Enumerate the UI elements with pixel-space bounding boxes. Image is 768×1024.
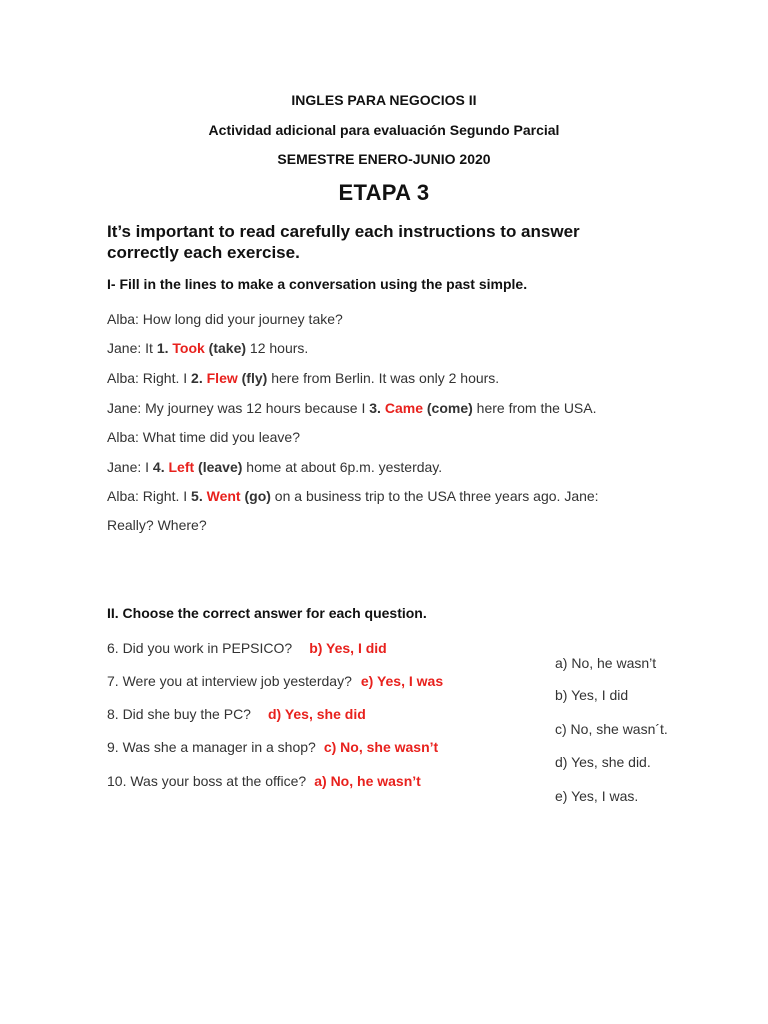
item-number: 4. (152, 459, 169, 475)
question-6 (107, 640, 387, 656)
option-b: b) Yes, I did (555, 687, 629, 703)
question-text: 8. Did she buy the PC? (107, 706, 251, 722)
dialogue-line-7 (107, 488, 599, 504)
dialogue-text: Jane: My journey was 12 hours because I (107, 400, 370, 416)
question-7 (107, 673, 443, 689)
question-text: 9. Was she a manager in a shop? (107, 739, 316, 755)
verb-hint: (leave) (194, 459, 243, 475)
question-answer: d) Yes, she did (267, 706, 366, 722)
question-answer: c) No, she wasn’t (323, 739, 439, 755)
verb-hint: (take) (204, 340, 247, 356)
question-answer: b) Yes, I did (309, 640, 387, 656)
answer-verb: Left (168, 459, 195, 475)
verb-hint: (go) (240, 488, 271, 504)
activity-title: Actividad adicional para evaluación Segundo Parcial (208, 122, 560, 138)
dialogue-line-5: Alba: What time did you leave? (107, 429, 300, 445)
dialogue-text: Alba: Right. I (107, 488, 192, 504)
question-10 (107, 773, 421, 789)
question-text: 10. Was your boss at the office? (107, 773, 307, 789)
question-9 (107, 739, 438, 755)
option-e: e) Yes, I was. (555, 788, 639, 804)
item-number: 2. (191, 370, 207, 386)
stage-title: ETAPA 3 (338, 180, 430, 205)
section-1-title: I- Fill in the lines to make a conversation using the past simple. (107, 276, 528, 292)
dialogue-line-4 (107, 400, 597, 416)
question-text: 7. Were you at interview job yesterday? (107, 673, 352, 689)
answer-verb: Went (206, 488, 241, 504)
option-d: d) Yes, she did. (555, 754, 651, 770)
dialogue-text: here from Berlin. It was only 2 hours. (267, 370, 500, 386)
dialogue-text: Jane: I (107, 459, 153, 475)
question-answer: a) No, he wasn’t (314, 773, 421, 789)
answer-verb: Took (172, 340, 205, 356)
item-number: 1. (156, 340, 173, 356)
question-answer: e) Yes, I was (360, 673, 444, 689)
question-text: 6. Did you work in PEPSICO? (107, 640, 293, 656)
dialogue-text: here from the USA. (472, 400, 597, 416)
option-a: a) No, he wasn’t (555, 655, 657, 671)
verb-hint: (come) (422, 400, 473, 416)
dialogue-line-1: Alba: How long did your journey take? (107, 311, 343, 327)
dialogue-line-3 (107, 370, 499, 386)
question-8 (107, 706, 366, 722)
item-number: 5. (191, 488, 207, 504)
answer-verb: Came (384, 400, 423, 416)
semester-title: SEMESTRE ENERO-JUNIO 2020 (277, 151, 491, 167)
answer-verb: Flew (206, 370, 238, 386)
dialogue-text: Alba: Right. I (107, 370, 192, 386)
dialogue-text: on a business trip to the USA three years ago. Jane: (270, 488, 599, 504)
dialogue-text: 12 hours. (246, 340, 309, 356)
dialogue-line-8: Really? Where? (107, 517, 207, 533)
course-title: INGLES PARA NEGOCIOS II (291, 92, 477, 108)
verb-hint: (fly) (237, 370, 268, 386)
dialogue-line-2 (107, 340, 308, 356)
section-2-title: II. Choose the correct answer for each question. (107, 605, 427, 621)
option-c: c) No, she wasn´t. (555, 721, 668, 737)
dialogue-text: Jane: It (107, 340, 157, 356)
intro-line-2: correctly each exercise. (107, 243, 300, 262)
dialogue-line-6 (107, 459, 442, 475)
intro-line-1: It’s important to read carefully each instructions to answer (107, 222, 580, 241)
item-number: 3. (369, 400, 385, 416)
dialogue-text: home at about 6p.m. yesterday. (242, 459, 443, 475)
